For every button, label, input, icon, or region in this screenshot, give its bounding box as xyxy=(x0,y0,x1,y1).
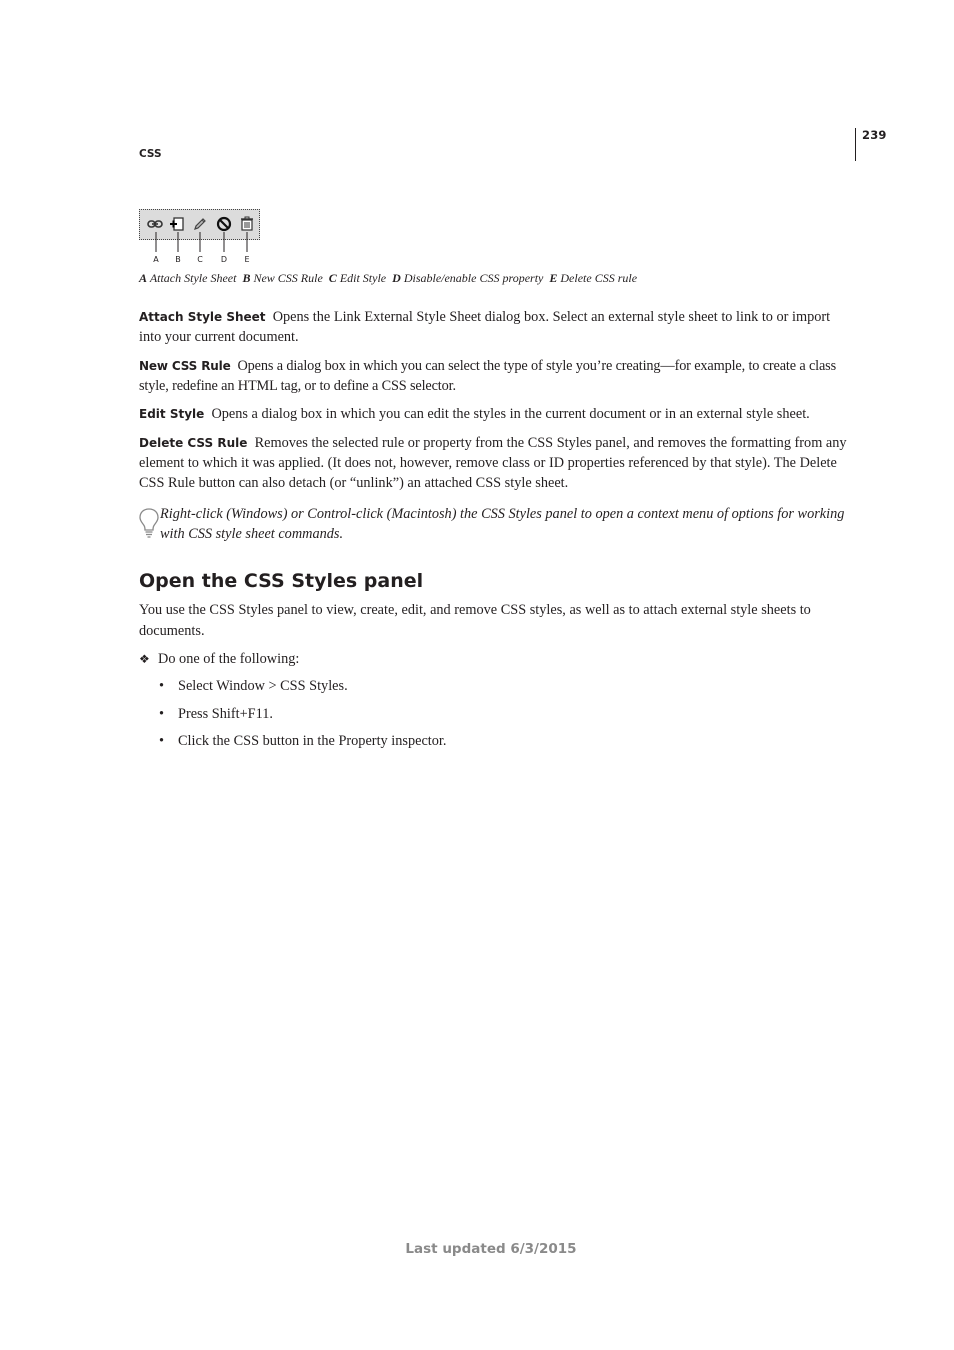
definition-attach-style-sheet: Attach Style Sheet Opens the Link External Style Sheet dialog box. Select an external style sheet to link to or import into your current document. xyxy=(139,309,831,345)
definition-edit-style: Edit Style Opens a dialog box in which you can edit the styles in the current document or in an external style sheet. xyxy=(139,406,810,422)
callout-a: A xyxy=(153,255,159,264)
footer-last-updated: Last updated 6/3/2015 xyxy=(405,1241,577,1257)
list-item: • Select Window > CSS Styles. xyxy=(159,678,348,694)
definition-new-css-rule: New CSS Rule Opens a dialog box in which you can select the type of style you’re creating—for example, to create a class style, redefine an HTML tag, or to define a CSS selector. xyxy=(139,358,836,394)
tip-text: Right-click (Windows) or Control-click (Macintosh) the CSS Styles panel to open a context menu of options for working with CSS style sheet commands. xyxy=(160,506,845,542)
section-heading: Open the CSS Styles panel xyxy=(139,570,424,592)
list-item: • Click the CSS button in the Property inspector. xyxy=(159,733,447,749)
section-intro: You use the CSS Styles panel to view, create, edit, and remove CSS styles, as well as to attach external style sheets to documents. xyxy=(139,602,811,639)
header-rule xyxy=(855,128,856,161)
step-marker: ❖ xyxy=(139,652,150,666)
callout-d: D xyxy=(220,255,228,264)
definition-delete-css-rule: Delete CSS Rule Removes the selected rule or property from the CSS Styles panel, and removes the formatting from any element to which it was applied. (It does not, however, remove class or ID properties referenced by that style). The Delete CSS Rule button can also detach (or “unlink”) an attached CSS style sheet. xyxy=(139,435,847,491)
page-number: 239 xyxy=(862,128,887,142)
running-head: CSS xyxy=(139,148,162,160)
figure-caption: A Attach Style Sheet B New CSS Rule C Edit Style D Disable/enable CSS property E Delete CSS rule xyxy=(139,271,638,285)
step-lead: ❖ Do one of the following: xyxy=(139,651,300,667)
lightbulb-tip-icon xyxy=(138,507,160,539)
callout-c: C xyxy=(197,255,203,264)
callout-e: E xyxy=(244,255,250,264)
callout-b: B xyxy=(175,255,181,264)
list-item: • Press Shift+F11. xyxy=(159,706,273,722)
